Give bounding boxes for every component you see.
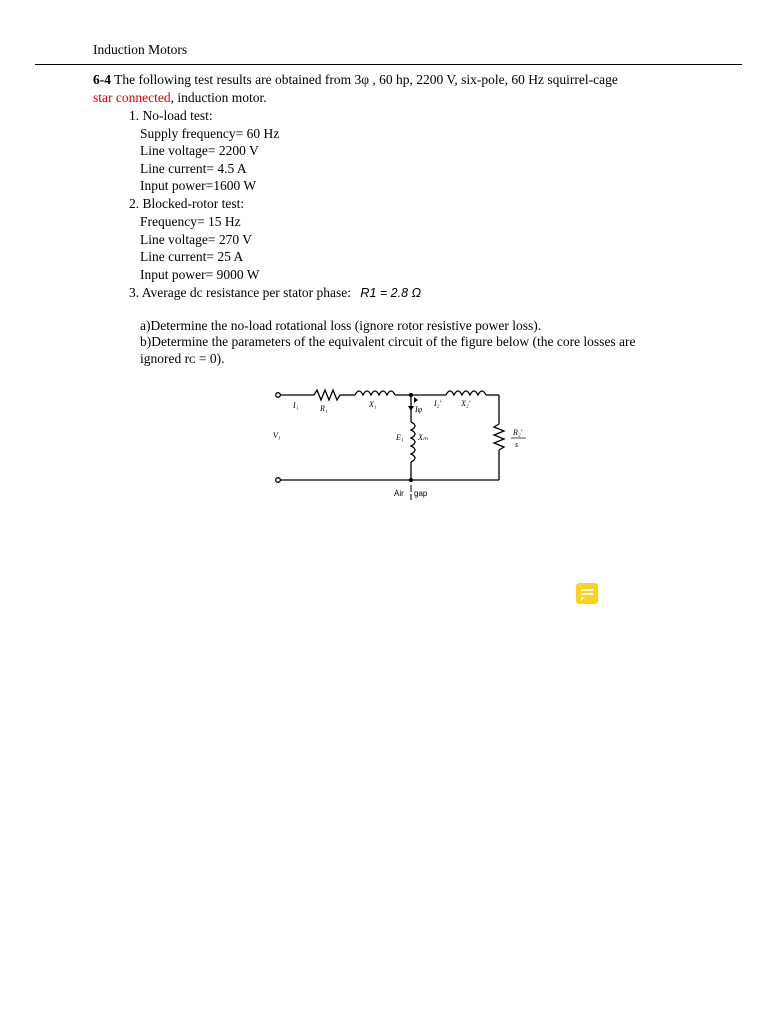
inductor-xm: [411, 422, 415, 462]
terminal-bottom: [276, 478, 281, 483]
item-3-text: 3. Average dc resistance per stator phase:: [129, 285, 352, 300]
resistor-r1: [314, 390, 340, 400]
test-1-line: Input power=1600 W: [140, 178, 257, 193]
inductor-x2: [446, 391, 486, 395]
label-r2s-num: R₂': [513, 428, 523, 437]
terminal-top: [276, 393, 281, 398]
label-e1: E₁: [396, 433, 404, 442]
label-r1: R₁: [320, 404, 328, 413]
label-gap: gap: [414, 489, 428, 498]
problem-intro: [93, 71, 618, 88]
problem-number: 6-4: [93, 72, 111, 87]
comment-note-icon[interactable]: [576, 583, 598, 604]
label-xm: Xₘ: [418, 433, 428, 442]
test-1-line: Line voltage= 2200 V: [140, 143, 259, 158]
test-2-title: 2. Blocked-rotor test:: [129, 196, 245, 211]
label-x2: X₂': [461, 399, 471, 408]
test-2-line: Line voltage= 270 V: [140, 232, 252, 247]
item-3-value: R1 = 2.8 Ω: [360, 286, 422, 300]
label-air: Air: [394, 489, 404, 498]
header-rule: [35, 64, 742, 65]
intro-end-text: , induction motor.: [170, 90, 267, 105]
label-v1: V₁: [273, 431, 281, 440]
question-b: b)Determine the parameters of the equivalent circuit of the figure below (the core losses are: [140, 334, 636, 349]
test-2-line: Input power= 9000 W: [140, 267, 260, 282]
question-b-cont: ignored rᴄ = 0).: [140, 351, 225, 366]
label-x1: X₁: [369, 400, 377, 409]
inductor-x1: [355, 391, 395, 395]
label-i1: I₁: [293, 401, 299, 410]
label-i2: I₂': [434, 399, 442, 408]
label-r2s-den: s: [515, 440, 519, 449]
test-2-line: Frequency= 15 Hz: [140, 214, 241, 229]
page-header: Induction Motors: [93, 42, 188, 57]
highlight-text: star connected: [93, 90, 171, 105]
item-3: [129, 284, 421, 302]
test-1-line: Supply frequency= 60 Hz: [140, 126, 280, 141]
test-2-line: Line current= 25 A: [140, 249, 244, 264]
test-1-line: Line current= 4.5 A: [140, 161, 247, 176]
problem-intro-cont: [93, 89, 267, 106]
question-a: a)Determine the no-load rotational loss (ignore rotor resistive power loss).: [140, 318, 542, 333]
test-1-title: 1. No-load test:: [129, 108, 213, 123]
label-iphi: Iφ: [415, 405, 423, 414]
equivalent-circuit-diagram: [268, 384, 538, 506]
problem-intro-text: The following test results are obtained from 3φ , 60 hp, 2200 V, six-pole, 60 Hz squirrel-cage: [114, 72, 618, 87]
resistor-r2s: [494, 424, 504, 450]
